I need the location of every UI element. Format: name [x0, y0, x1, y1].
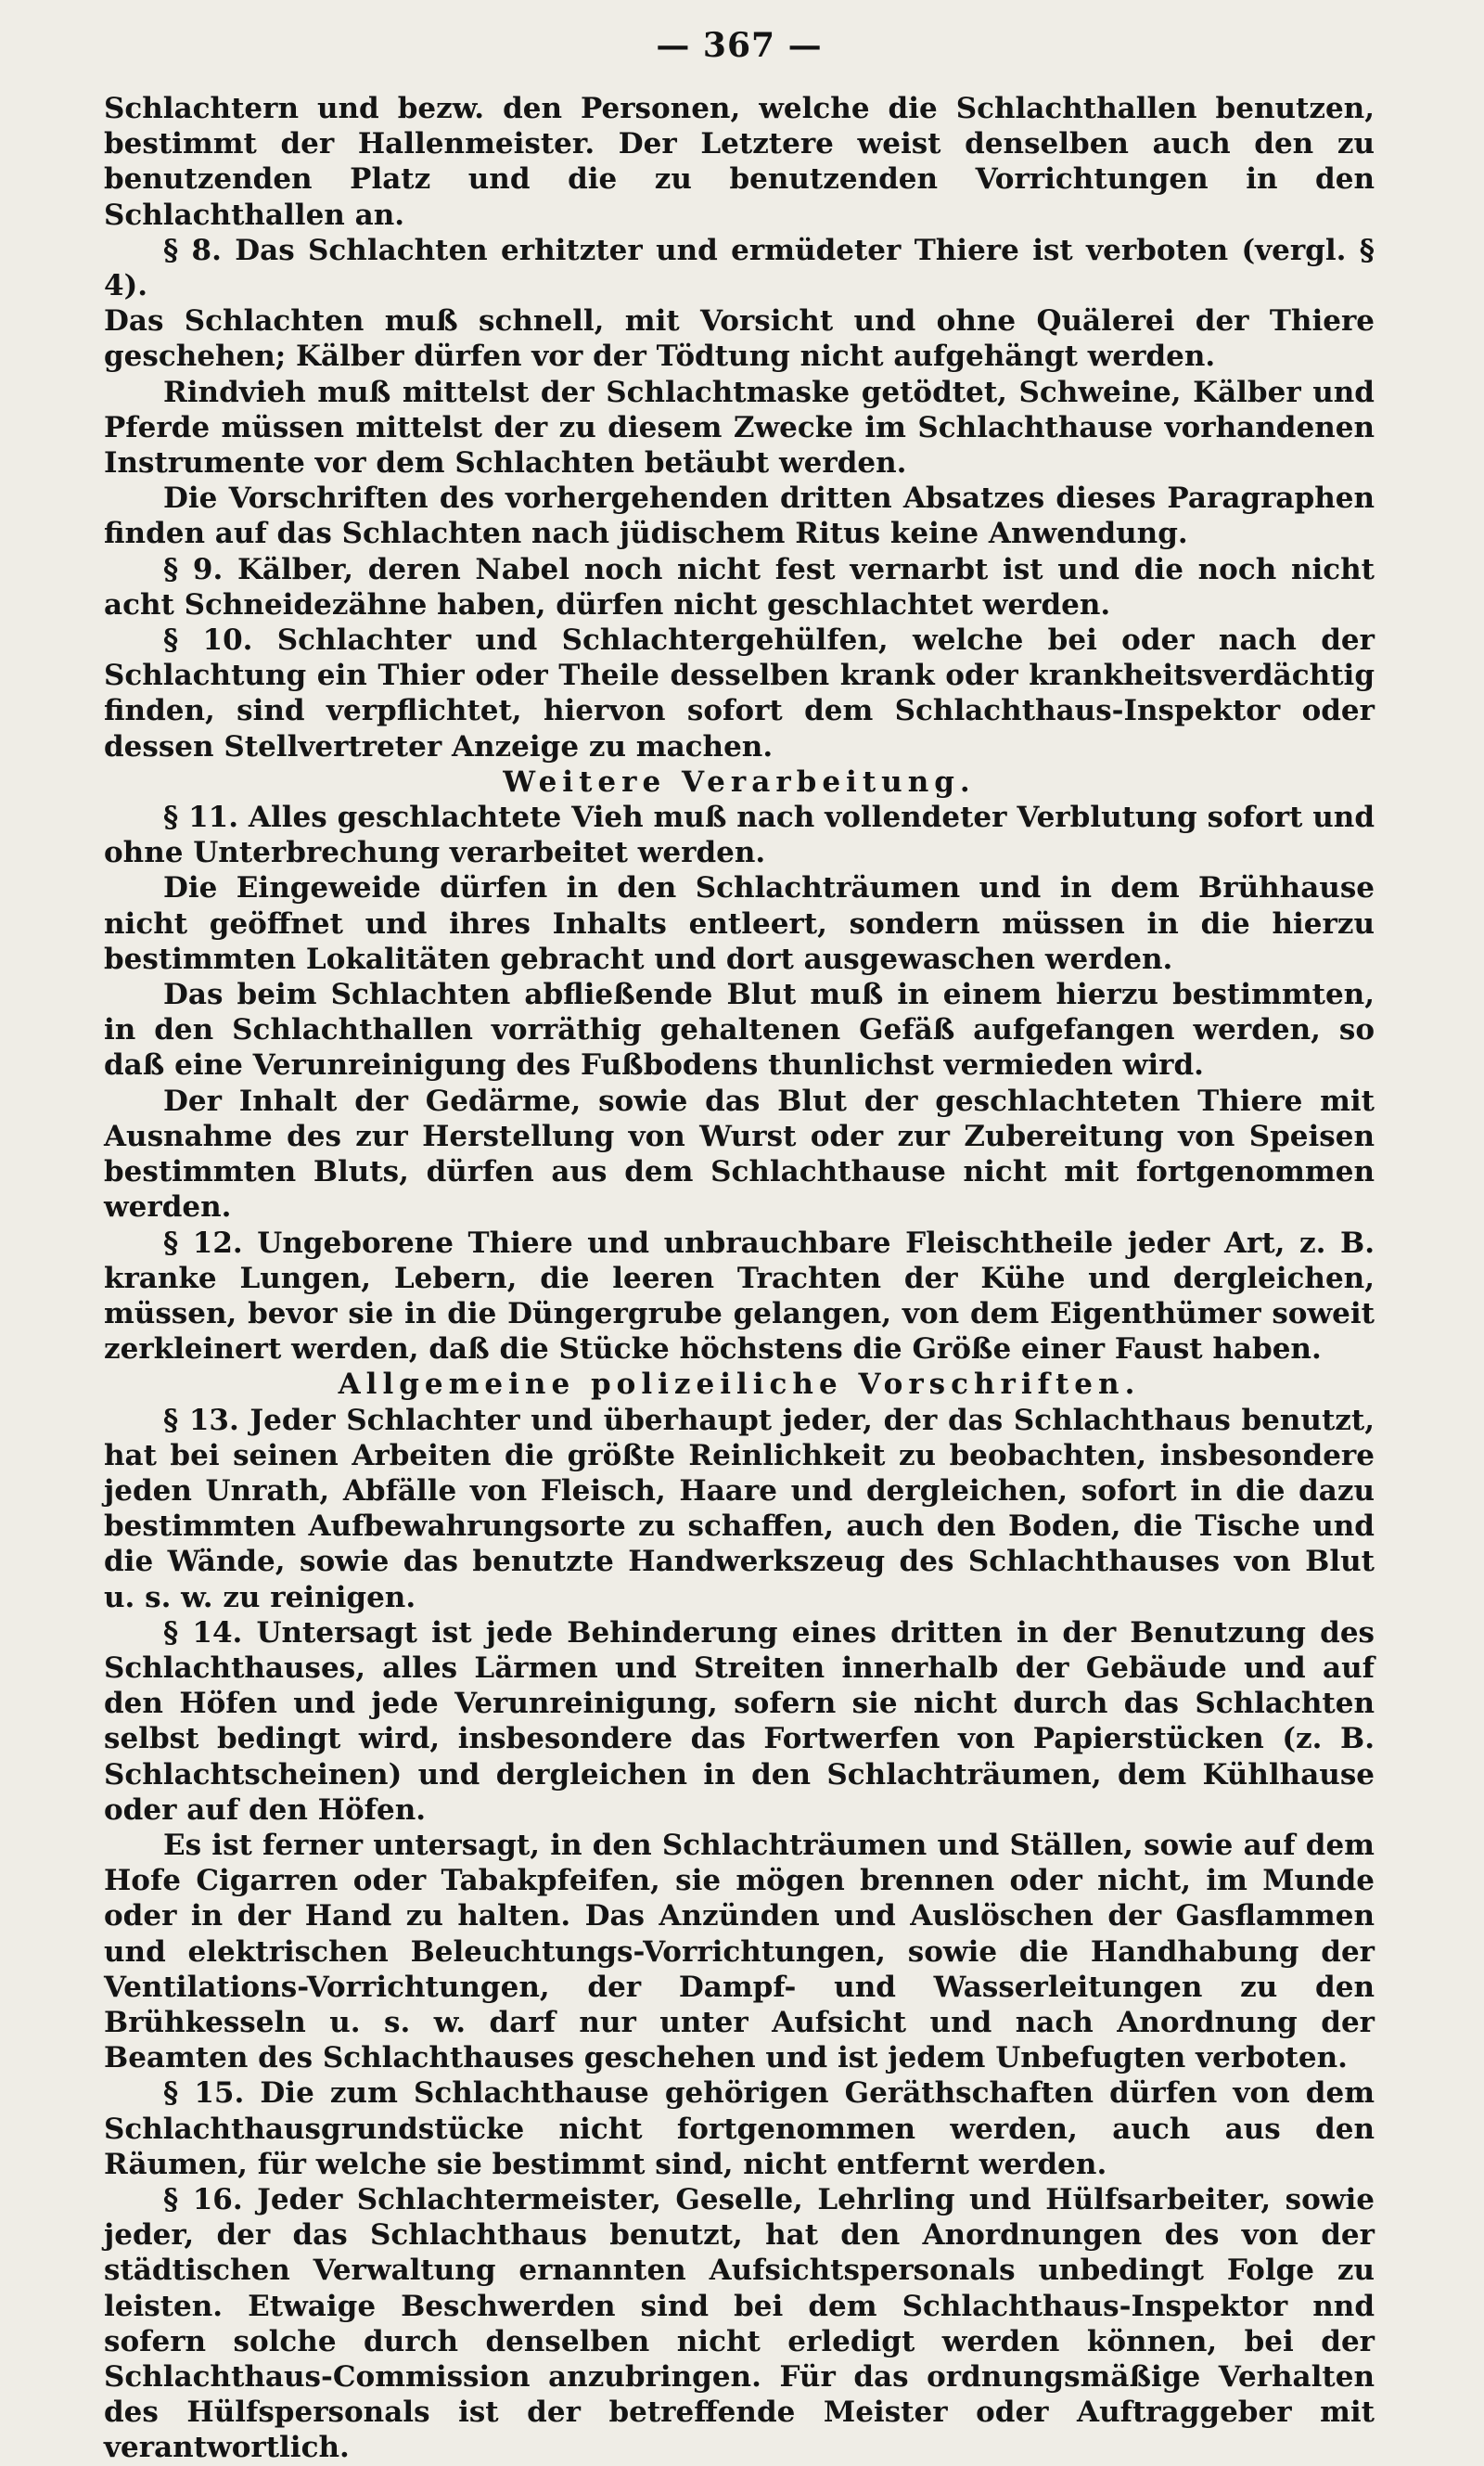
paragraph: § 12. Ungeborene Thiere und unbrauchbare Fleischtheile jeder Art, z. B. kranke Lungen, Lebern, die leeren Trachten der Kühe und dergleichen, müssen, bevor sie in die Düngergrube gelangen, von dem Eigenthümer soweit zerkleinert werden, daß die Stücke höchstens die Größe einer Faust haben.: [104, 1226, 1375, 1367]
paragraph: Die Vorschriften des vorhergehenden dritten Absatzes dieses Paragraphen finden auf das Schlachten nach jüdischem Ritus keine Anwendung.: [104, 482, 1375, 551]
section-heading: Weitere Verarbeitung.: [503, 764, 976, 799]
paragraph: Schlachtern und bezw. den Personen, welche die Schlachthallen benutzen, bestimmt der Hallenmeister. Der Letztere weist denselben auch den zu benutzenden Platz und die zu benutzenden Vorrichtungen in den Schlachthallen an.: [104, 92, 1375, 232]
paragraph: Das Schlachten muß schnell, mit Vorsicht und ohne Quälerei der Thiere geschehen; Kälber dürfen vor der Tödtung nicht aufgehängt werden.: [104, 304, 1375, 374]
paragraph: § 15. Die zum Schlachthause gehörigen Geräthschaften dürfen von dem Schlachthausgrundstücke nicht fortgenommen werden, auch aus den Räumen, für welche sie bestimmt sind, nicht entfernt werden.: [104, 2076, 1375, 2181]
paragraph: § 8. Das Schlachten erhitzter und ermüdeter Thiere ist verboten (vergl. § 4).: [104, 233, 1375, 303]
page-number: — 367 —: [656, 26, 823, 65]
paragraph: Es ist ferner untersagt, in den Schlachträumen und Ställen, sowie auf dem Hofe Cigarren oder Tabakpfeifen, sie mögen brennen oder nicht, im Munde oder in der Hand zu halten. Das Anzünden und Auslöschen der Gasflammen und elektrischen Beleuchtungs-Vorrichtungen, sowie die Handhabung der Ventilations-Vorrichtungen, der Dampf- und Wasserleitungen zu den Brühkesseln u. s. w. darf nur unter Aufsicht und nach Anordnung der Beamten des Schlachthauses geschehen und ist jedem Unbefugten verboten.: [104, 1828, 1375, 2075]
paragraph: § 16. Jeder Schlachtermeister, Geselle, Lehrling und Hülfsarbeiter, sowie jeder, der das Schlachthaus benutzt, hat den Anordnungen des von der städtischen Verwaltung ernannten Aufsichtspersonals unbedingt Folge zu leisten. Etwaige Beschwerden sind bei dem Schlachthaus-Inspektor nnd sofern solche durch denselben nicht erledigt werden können, bei der Schlachthaus-Commission anzubringen. Für das ordnungsmäßige Verhalten des Hülfspersonals ist der betreffende Meister oder Auftraggeber mit verantwortlich.: [104, 2182, 1375, 2465]
paragraph: Der Inhalt der Gedärme, sowie das Blut der geschlachteten Thiere mit Ausnahme des zur Herstellung von Wurst oder zur Zubereitung von Speisen bestimmten Bluts, dürfen aus dem Schlachthause nicht mit fortgenommen werden.: [104, 1084, 1375, 1225]
paragraph: Das beim Schlachten abfließende Blut muß in einem hierzu bestimmten, in den Schlachthallen vorräthig gehaltenen Gefäß aufgefangen werden, so daß eine Verunreinigung des Fußbodens thunlichst vermieden wird.: [104, 978, 1375, 1083]
paragraph: § 10. Schlachter und Schlachtergehülfen, welche bei oder nach der Schlachtung ein Thier oder Theile desselben krank oder krankheitsverdächtig finden, sind verpflichtet, hiervon sofort dem Schlachthaus-Inspektor oder dessen Stellvertreter Anzeige zu machen.: [104, 623, 1375, 764]
paragraph: § 11. Alles geschlachtete Vieh muß nach vollendeter Verblutung sofort und ohne Unterbrechung verarbeitet werden.: [104, 801, 1375, 870]
section-heading: Allgemeine polizeiliche Vorschriften.: [338, 1368, 1141, 1402]
paragraph: § 13. Jeder Schlachter und überhaupt jeder, der das Schlachthaus benutzt, hat bei seinen Arbeiten die größte Reinlichkeit zu beobachten, insbesondere jeden Unrath, Abfälle von Fleisch, Haare und dergleichen, sofort in die dazu bestimmten Aufbewahrungsorte zu schaffen, auch den Boden, die Tische und die Wände, sowie das benutzte Handwerkszeug des Schlachthauses von Blut u. s. w. zu reinigen.: [104, 1403, 1375, 1614]
paragraph: § 9. Kälber, deren Nabel noch nicht fest vernarbt ist und die noch nicht acht Schneidezähne haben, dürfen nicht geschlachtet werden.: [104, 552, 1375, 622]
paragraph: § 14. Untersagt ist jede Behinderung eines dritten in der Benutzung des Schlachthauses, alles Lärmen und Streiten innerhalb der Gebäude und auf den Höfen und jede Verunreinigung, sofern sie nicht durch das Schlachten selbst bedingt wird, insbesondere das Fortwerfen von Papierstücken (z. B. Schlachtscheinen) und dergleichen in den Schlachträumen, dem Kühlhause oder auf den Höfen.: [104, 1615, 1375, 1827]
document-body: [104, 91, 1375, 2466]
paragraph: Die Eingeweide dürfen in den Schlachträumen und in dem Brühhause nicht geöffnet und ihres Inhalts entleert, sondern müssen in die hierzu bestimmten Lokalitäten gebracht und dort ausgewaschen werden.: [104, 871, 1375, 976]
paragraph: Rindvieh muß mittelst der Schlachtmaske getödtet, Schweine, Kälber und Pferde müssen mittelst der zu diesem Zwecke im Schlachthause vorhandenen Instrumente vor dem Schlachten betäubt werden.: [104, 375, 1375, 481]
